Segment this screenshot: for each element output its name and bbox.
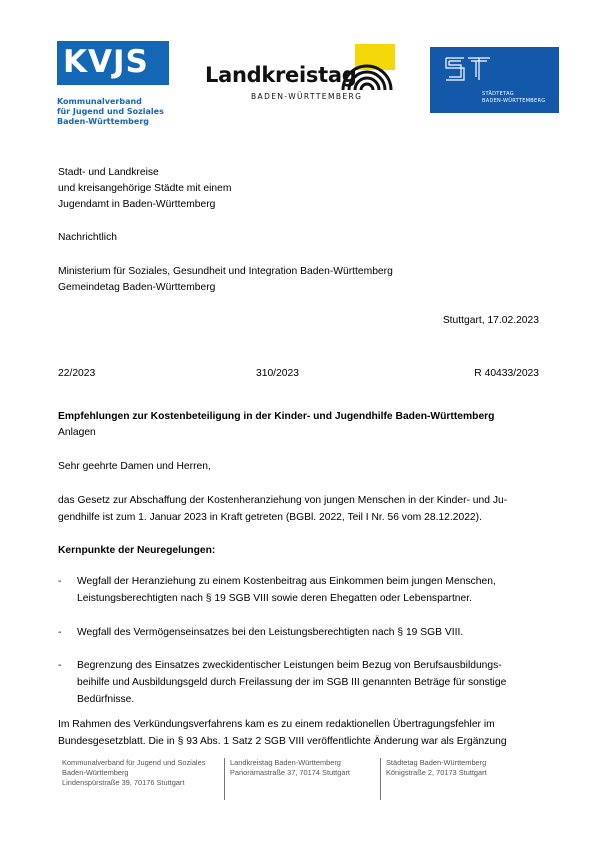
reference-numbers	[58, 368, 539, 383]
landkreistag-logo-name: Landkreistag	[205, 63, 357, 87]
footer-line: Landkreistag Baden-Württemberg	[230, 758, 341, 767]
staedtetag-logo	[430, 47, 559, 113]
landkreistag-logo-subtitle: BADEN-WÜRTTEMBERG	[251, 92, 363, 101]
staedtetag-logo-line-1: STÄDTETAG	[482, 91, 514, 97]
footer-divider	[380, 758, 381, 800]
list-item-line: beihilfe und Ausbildungsgeld durch Freilassung der im SGB III genannten Beträge für sonstige	[77, 677, 507, 688]
footer-line: Baden-Württemberg	[62, 768, 129, 777]
footer-staedtetag-address	[386, 758, 487, 778]
footer-line: Städtetag Baden-Württemberg	[386, 758, 487, 767]
key-points-heading: Kernpunkte der Neuregelungen:	[58, 545, 216, 556]
intro-line-2: gendhilfe ist zum 1. Januar 2023 in Kraft getreten (BGBl. 2022, Teil I Nr. 56 vom 28.12.2022).	[58, 512, 482, 523]
footer-line: Kommunalverband für Jugend und Soziales	[62, 758, 206, 767]
intro-line-1: das Gesetz zur Abschaffung der Kostenheranziehung von jungen Menschen in der Kinder- und Ju-	[58, 495, 508, 506]
letter-date: Stuttgart, 17.02.2023	[442, 315, 539, 326]
landkreistag-logo	[205, 44, 395, 106]
list-item-line: Leistungsberechtigten nach § 19 SGB VIII sowie deren Ehegatten oder Lebenspartner.	[77, 593, 472, 604]
list-item-line: Bedürfnisse.	[77, 694, 135, 705]
footer-kvjs-address	[62, 758, 205, 788]
list-item-dash: -	[58, 627, 62, 638]
reference-kvjs: 22/2023	[58, 368, 96, 379]
cc-label: Nachrichtlich	[58, 232, 117, 243]
cc-recipient-2: Gemeindetag Baden-Württemberg	[58, 282, 216, 293]
kvjs-logo-line-3: Baden-Württemberg	[57, 117, 150, 126]
footer-landkreistag-address	[230, 758, 350, 778]
list-item-dash: -	[58, 660, 62, 671]
closing-line-2: Bundesgesetzblatt. Die in § 93 Abs. 1 Satz 2 SGB VIII veröffentlichte Änderung war als Ergänzung	[58, 736, 507, 747]
letter-footer	[58, 758, 540, 802]
staedtetag-st-icon	[444, 55, 492, 83]
cc-recipient-1: Ministerium für Soziales, Gesundheit und Integration Baden-Württemberg	[58, 266, 393, 277]
staedtetag-logo-line-2: BADEN-WÜRTTEMBERG	[482, 98, 546, 104]
reference-staedtetag: R 40433/2023	[474, 368, 539, 379]
kvjs-logo-line-2: für Jugend und Soziales	[57, 107, 164, 116]
kvjs-logo-box	[57, 41, 169, 85]
staedtetag-logo-text	[482, 91, 545, 105]
list-item-line: Wegfall der Heranziehung zu einem Kostenbeitrag aus Einkommen beim jungen Menschen,	[77, 576, 496, 587]
attachments-label: Anlagen	[58, 427, 96, 438]
footer-line: Lindenspürstraße 39, 70176 Stuttgart	[62, 778, 185, 787]
intro-paragraph	[58, 492, 540, 526]
addressee-line-1: Stadt- und Landkreise	[58, 167, 159, 178]
reference-landkreistag: 310/2023	[256, 368, 299, 379]
list-item-line: Wegfall des Vermögenseinsatzes bei den Leistungsberechtigten nach § 19 SGB VIII.	[77, 627, 464, 638]
footer-line: Panoramastraße 37, 70174 Stuttgart	[230, 768, 350, 777]
kvjs-logo-subtitle	[57, 97, 164, 127]
addressee-line-3: Jugendamt in Baden-Württemberg	[58, 199, 216, 210]
salutation: Sehr geehrte Damen und Herren,	[58, 461, 211, 472]
closing-paragraph	[58, 716, 540, 750]
list-item-line: Begrenzung des Einsatzes zweckidentischer Leistungen beim Bezug von Berufsausbildungs-	[77, 660, 502, 671]
kvjs-logo-mark: KVJS	[63, 44, 149, 80]
footer-line: Königstraße 2, 70173 Stuttgart	[386, 768, 487, 777]
kvjs-logo	[57, 41, 187, 131]
kvjs-logo-line-1: Kommunalverband	[57, 97, 142, 106]
footer-divider	[224, 758, 225, 800]
closing-line-1: Im Rahmen des Verkündungsverfahrens kam es zu einem redaktionellen Übertragungsfehler im	[58, 719, 495, 730]
addressee-line-2: und kreisangehörige Städte mit einem	[58, 183, 232, 194]
list-item-dash: -	[58, 576, 62, 587]
letter-subject: Empfehlungen zur Kostenbeteiligung in der Kinder- und Jugendhilfe Baden-Württemberg	[58, 411, 495, 422]
